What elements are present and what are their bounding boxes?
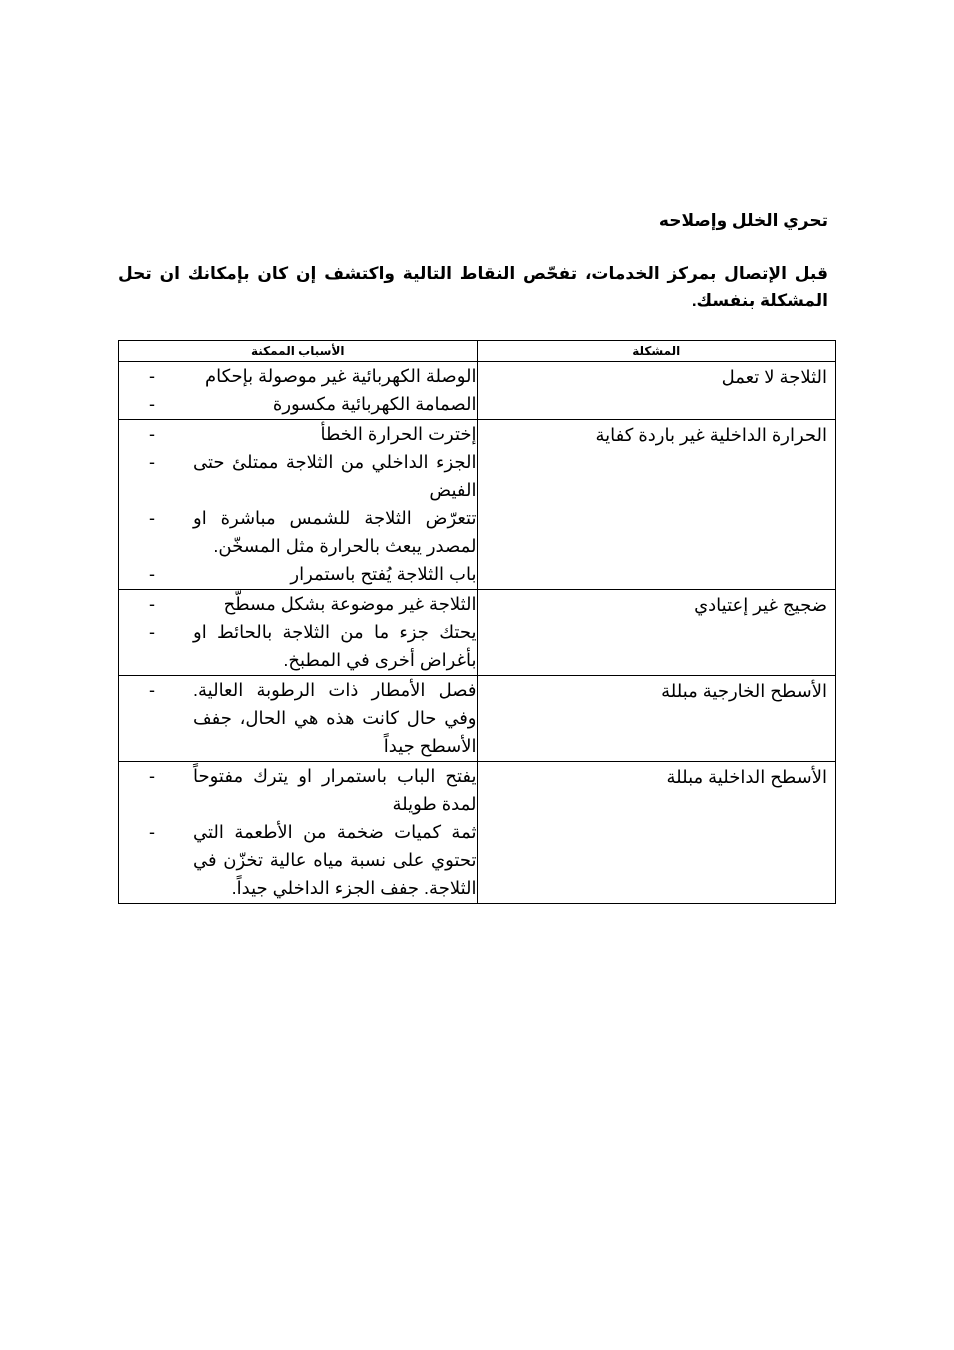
list-item [119,818,477,902]
problem-cell [477,676,836,762]
intro-paragraph: قبل الإتصال بمركز الخدمات، تفحّص النقاط التالية واكتشف إن كان بإمكانك ان تحل المشكلة بنفسك. [118,264,828,310]
problem-cell [477,762,836,904]
cause-list [119,762,477,903]
table-row [119,590,836,676]
cause-text: الثلاجة غير موضوعة بشكل مسطّح [223,594,477,614]
list-item [119,420,477,448]
bullet-dash: - [149,766,155,786]
causes-cell [119,420,478,590]
troubleshooting-table [118,340,836,904]
cause-text: تتعرّض الثلاجة للشمس مباشرة او لمصدر يبعث بالحرارة مثل المسخّن. [193,508,477,556]
page-title: تحري الخلل وإصلاحه [658,211,828,230]
table-row [119,762,836,904]
bullet-dash: - [149,366,155,386]
problem-text: الثلاجة لا تعمل [721,367,827,387]
bullet-dash: - [149,594,155,614]
problem-cell [477,420,836,590]
header-problem: المشكلة [477,341,836,362]
list-item [119,618,477,674]
problem-text: الحرارة الداخلية غير باردة كفاية [595,425,827,445]
cause-list [119,420,477,589]
document-page [118,200,836,904]
cause-text: الصمامة الكهربائية مكسورة [272,394,477,414]
list-item [119,560,477,588]
cause-text: باب الثلاجة يُفتح باستمرار [290,564,477,584]
problem-cell [477,362,836,420]
table-row [119,362,836,420]
bullet-dash: - [149,822,155,842]
list-item [119,390,477,418]
bullet-dash: - [149,564,155,584]
bullet-dash: - [149,452,155,472]
list-item [119,362,477,390]
causes-cell [119,362,478,420]
cause-list [119,362,477,419]
table-row [119,420,836,590]
cause-text: إخترت الحرارة الخطأ [320,424,477,444]
cause-text: يفتح الباب باستمرار او يترك مفتوحاً لمدة طويلة [193,766,477,814]
bullet-dash: - [149,424,155,444]
bullet-dash: - [149,508,155,528]
list-item [119,676,477,760]
list-item [119,504,477,560]
cause-text: الوصلة الكهربائية غير موصولة بإحكام [204,366,477,386]
list-item [119,448,477,504]
cause-text: فصل الأمطار ذات الرطوبة العالية. وفي حال كانت هذه هي الحال، جفف الأسطح جيداً [193,680,477,756]
cause-text: ثمة كميات ضخمة من الأطعمة التي تحتوي على نسبة مياه عالية تخزّن في الثلاجة. جفف الجزء الداخلي جيداً. [193,822,477,898]
bullet-dash: - [149,394,155,414]
cause-list [119,590,477,675]
cause-text: الجزء الداخلي من الثلاجة ممتلئ حتى الفيض [193,452,477,500]
cause-text: يحتك جزء ما من الثلاجة بالحائط او بأغراض أخرى في المطبخ. [193,622,477,670]
list-item [119,590,477,618]
list-item [119,762,477,818]
causes-cell [119,762,478,904]
cause-list [119,676,477,761]
causes-cell [119,676,478,762]
problem-text: الأسطح الخارجية مبللة [661,681,827,701]
problem-text: ضجيج غير إعتيادي [694,595,827,615]
bullet-dash: - [149,622,155,642]
causes-cell [119,590,478,676]
bullet-dash: - [149,680,155,700]
problem-cell [477,590,836,676]
problem-text: الأسطح الداخلية مبللة [666,767,827,787]
table-row [119,676,836,762]
header-causes: الأسباب الممكنة [119,341,478,362]
table-header-row [119,341,836,362]
